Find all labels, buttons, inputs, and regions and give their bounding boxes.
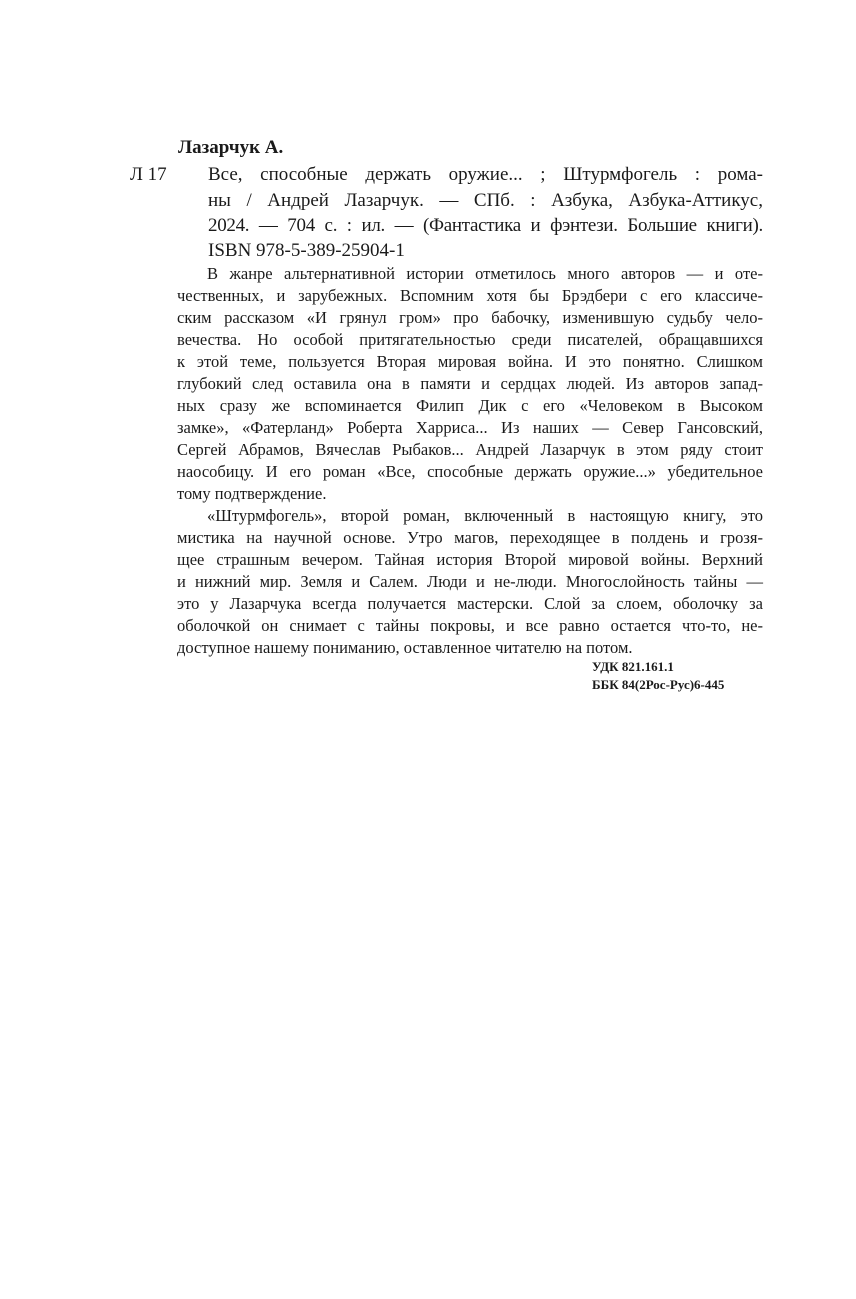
para2-line-7: доступное нашему пониманию, оставленное читателю на потом. <box>177 638 633 657</box>
bib-line-3: 2024. — 704 с. : ил. — (Фантастика и фэнтези. Большие книги). <box>208 215 763 236</box>
para2-line-1: «Штурмфогель», второй роман, включенный в настоящую книгу, это <box>207 506 763 525</box>
para1-line-1: В жанре альтернативной истории отметилось много авторов — и оте- <box>207 264 763 283</box>
catalog-code: Л 17 <box>130 164 167 185</box>
para1-line-11: тому подтверждение. <box>177 484 327 503</box>
para2-line-6: оболочкой он снимает с тайны покровы, и все равно остается что-то, не- <box>177 616 763 635</box>
para2-line-3: щее страшным вечером. Тайная история Второй мировой войны. Верхний <box>177 550 763 569</box>
para1-line-3: ским рассказом «И грянул гром» про бабочку, изменившую судьбу чело- <box>177 308 763 327</box>
para1-line-10: наособицу. И его роман «Все, способные держать оружие...» убедительное <box>177 462 763 481</box>
para1-line-6: глубокий след оставила она в памяти и сердцах людей. Из авторов запад- <box>177 374 763 393</box>
para1-line-8: замке», «Фатерланд» Роберта Харриса... Из наших — Север Гансовский, <box>177 418 763 437</box>
author-name: Лазарчук А. <box>178 137 284 158</box>
bbk-code: ББК 84(2Рос-Рус)6-445 <box>592 677 725 692</box>
bib-line-2: ны / Андрей Лазарчук. — СПб. : Азбука, Азбука-Аттикус, <box>208 190 763 211</box>
bib-line-1: Все, способные держать оружие... ; Штурмфогель : рома- <box>208 164 763 185</box>
isbn: ISBN 978-5-389-25904-1 <box>208 240 405 261</box>
para2-line-5: это у Лазарчука всегда получается мастерски. Слой за слоем, оболочку за <box>177 594 763 613</box>
para1-line-4: вечества. Но особой притягательностью среди писателей, обращавшихся <box>177 330 763 349</box>
para1-line-2: чественных, и зарубежных. Вспомним хотя бы Брэдбери с его классиче- <box>177 286 763 305</box>
para2-line-2: мистика на научной основе. Утро магов, переходящее в полдень и грозя- <box>177 528 763 547</box>
para2-line-4: и нижний мир. Земля и Салем. Люди и не-люди. Многослойность тайны — <box>177 572 763 591</box>
udk-code: УДК 821.161.1 <box>592 659 674 674</box>
para1-line-7: ных сразу же вспоминается Филип Дик с его «Человеком в Высоком <box>177 396 763 415</box>
para1-line-5: к этой теме, пользуется Вторая мировая война. И это понятно. Слишком <box>177 352 763 371</box>
para1-line-9: Сергей Абрамов, Вячеслав Рыбаков... Андрей Лазарчук в этом ряду стоит <box>177 440 763 459</box>
